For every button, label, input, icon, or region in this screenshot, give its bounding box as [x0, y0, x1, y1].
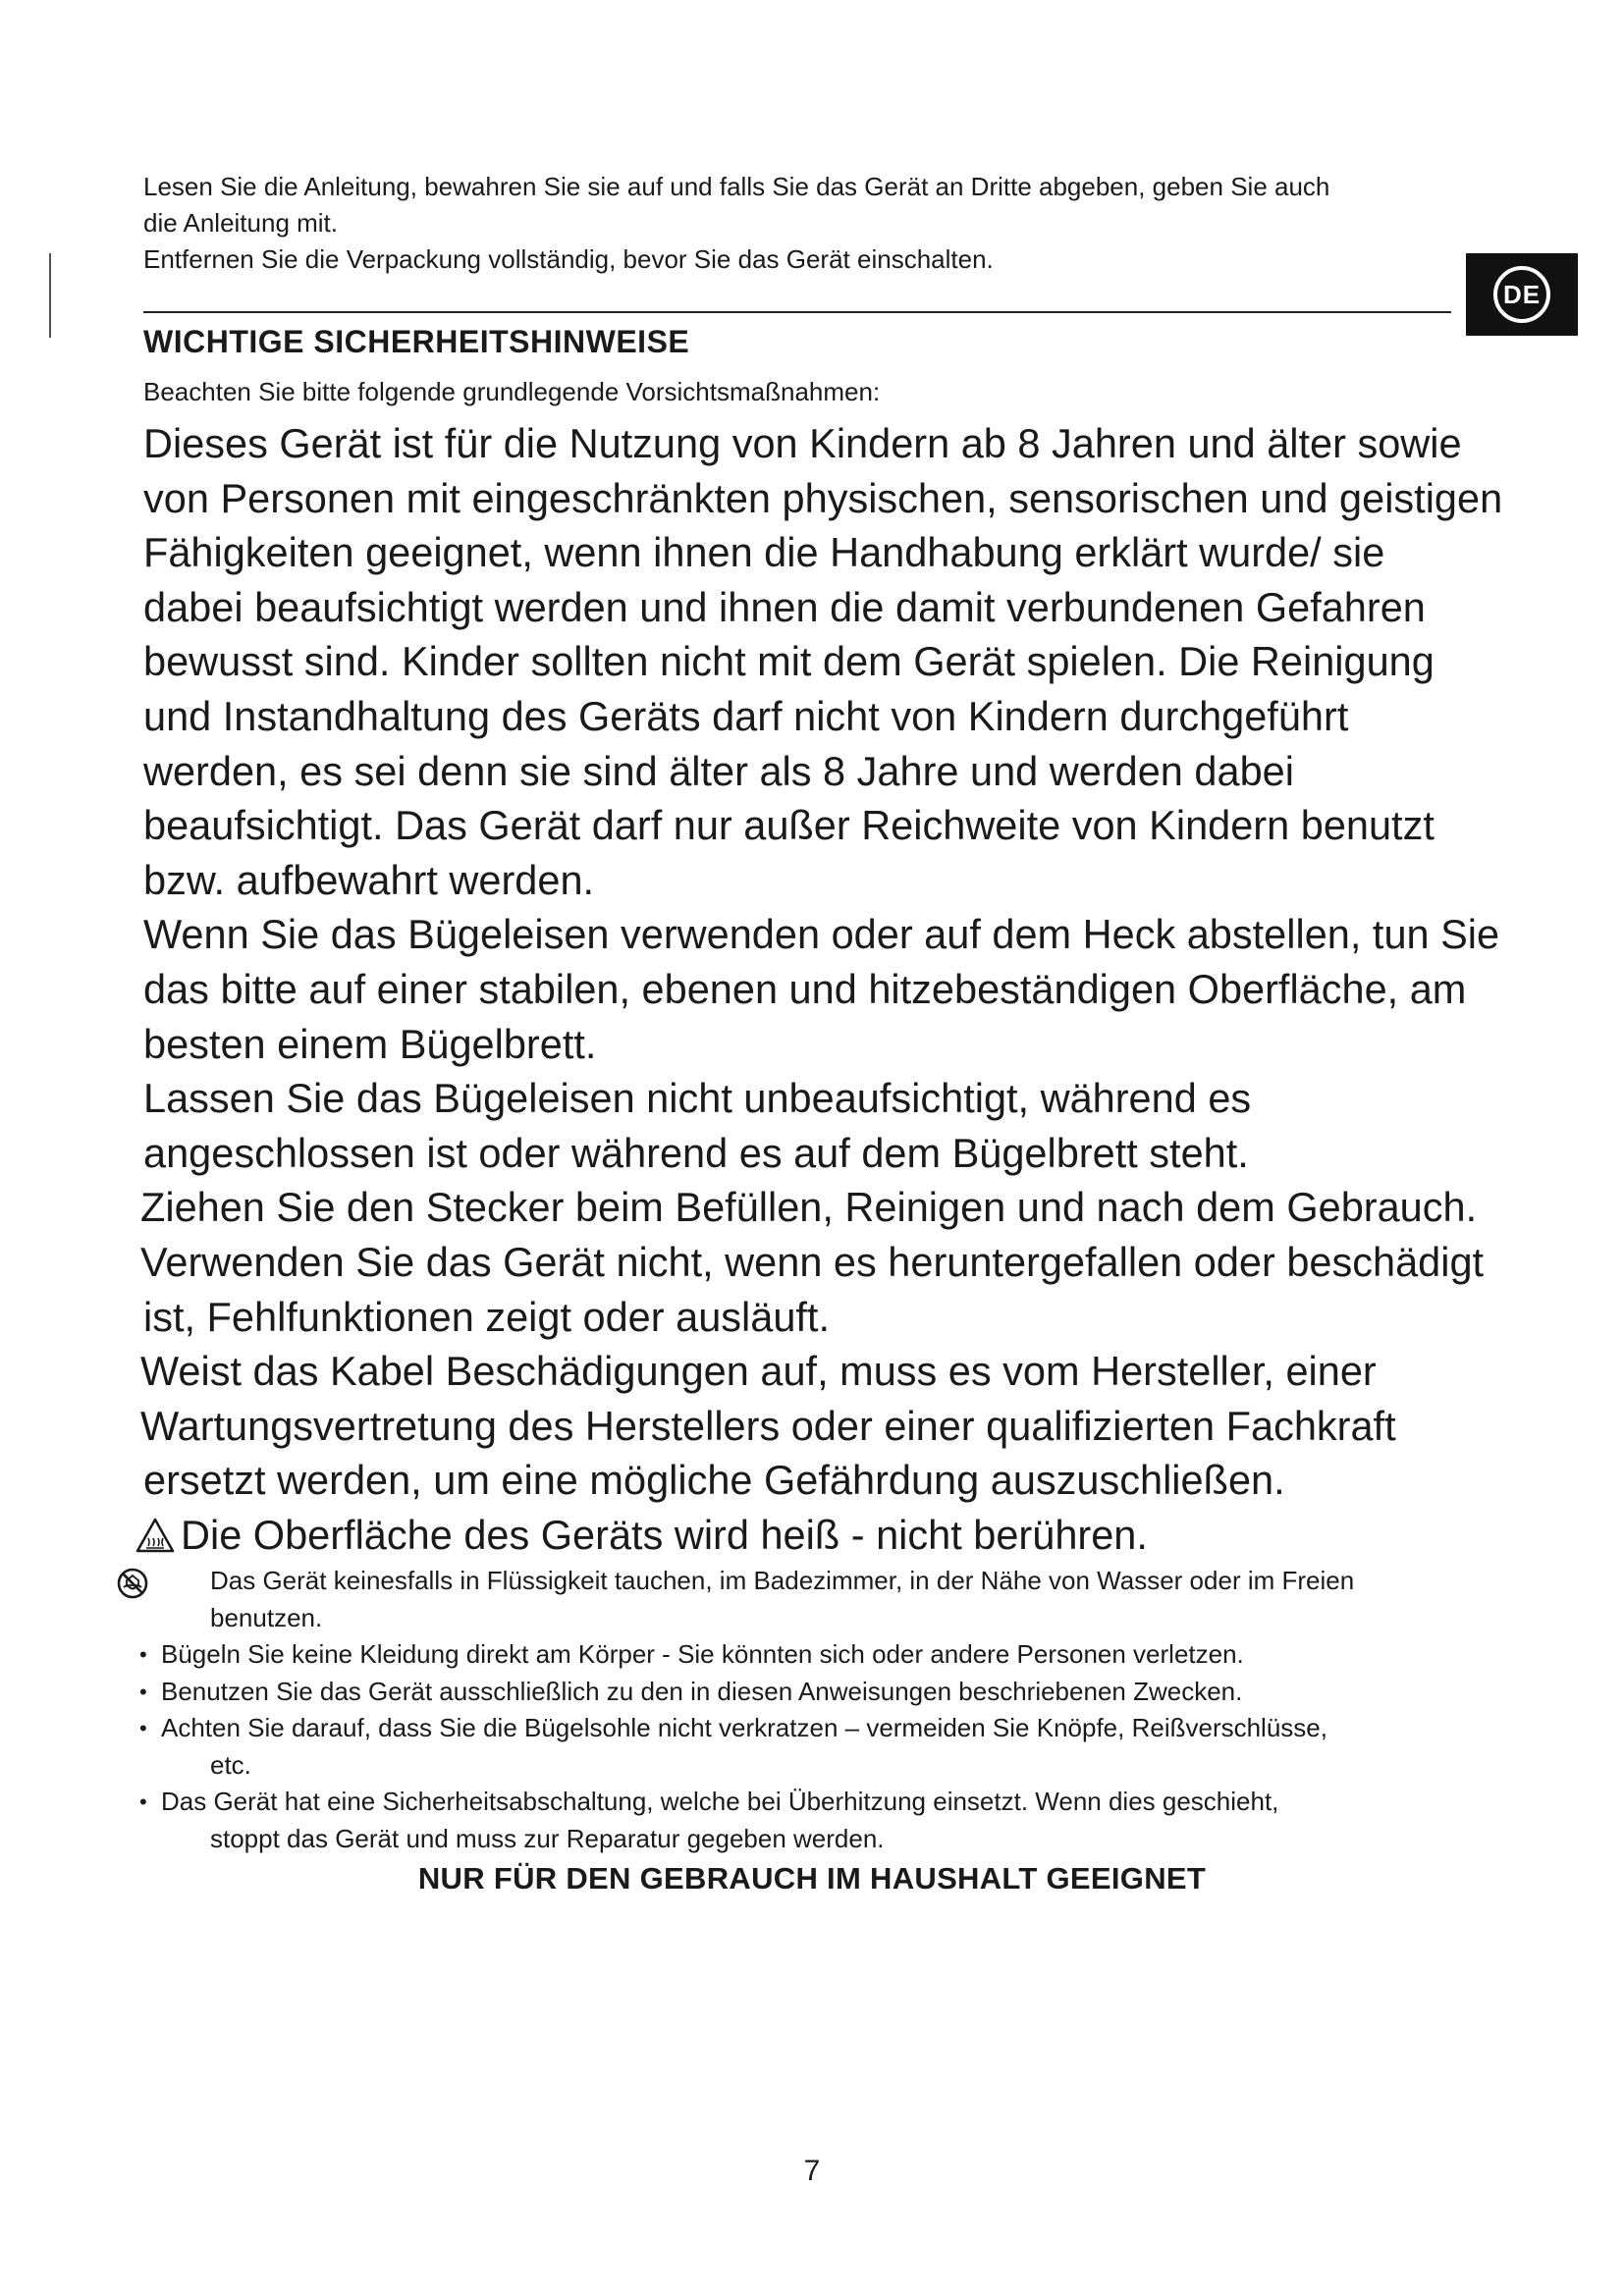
intro-line: die Anleitung mit. — [143, 208, 339, 238]
safety-line: dabei beaufsichtigt werden und ihnen die damit verbundenen Gefahren — [143, 583, 1426, 630]
list-item-continuation: stoppt das Gerät und muss zur Reparatur gegeben werden. — [210, 1823, 885, 1853]
section-divider — [143, 311, 1451, 313]
additional-warnings — [116, 1563, 1451, 1857]
main-safety-text — [140, 416, 1508, 1562]
list-item — [116, 1674, 1451, 1711]
bullet: • — [139, 1679, 147, 1704]
safety-line: das bitte auf einer stabilen, ebenen und hitzebeständigen Oberfläche, am — [143, 965, 1467, 1012]
safety-line: bewusst sind. Kinder sollten nicht mit dem Gerät spielen. Die Reinigung — [143, 638, 1435, 685]
bullet: • — [139, 1642, 147, 1667]
safety-line: beaufsichtigt. Das Gerät darf nur außer Reichweite von Kindern benutzt — [143, 802, 1435, 849]
water-warning — [116, 1563, 1451, 1636]
list-item-text: Achten Sie darauf, dass Sie die Bügelsohle nicht verkratzen – vermeiden Sie Knöpfe, Reißverschlüsse, — [161, 1713, 1327, 1742]
safety-line: ist, Fehlfunktionen zeigt oder ausläuft. — [143, 1293, 830, 1340]
safety-line: ersetzt werden, um eine mögliche Gefährdung auszuschließen. — [143, 1457, 1285, 1504]
language-badge-label: DE — [1502, 279, 1542, 309]
list-item — [116, 1710, 1451, 1784]
bullet: • — [139, 1716, 147, 1740]
safety-line: Weist das Kabel Beschädigungen auf, muss es vom Hersteller, einer — [140, 1348, 1377, 1395]
no-water-immersion-icon — [116, 1567, 149, 1611]
safety-line: und Instandhaltung des Geräts darf nicht von Kindern durchgeführt — [143, 692, 1349, 739]
list-item-text: Das Gerät hat eine Sicherheitsabschaltung, welche bei Überhitzung einsetzt. Wenn dies geschieht, — [161, 1787, 1279, 1816]
language-badge — [1466, 253, 1578, 336]
list-item — [116, 1636, 1451, 1674]
water-warning-line: Das Gerät keinesfalls in Flüssigkeit tauchen, im Badezimmer, in der Nähe von Wasser oder im Freien — [210, 1566, 1355, 1595]
safety-line: Wenn Sie das Bügeleisen verwenden oder auf dem Heck abstellen, tun Sie — [143, 911, 1500, 958]
safety-line: angeschlossen ist oder während es auf dem Bügelbrett steht. — [143, 1129, 1249, 1176]
safety-line: besten einem Bügelbrett. — [143, 1020, 597, 1067]
section-heading: WICHTIGE SICHERHEITSHINWEISE — [143, 324, 690, 359]
safety-line: Ziehen Sie den Stecker beim Befüllen, Reinigen und nach dem Gebrauch. — [140, 1184, 1478, 1231]
safety-line: Verwenden Sie das Gerät nicht, wenn es heruntergefallen oder beschädigt — [140, 1238, 1485, 1285]
bullet: • — [139, 1789, 147, 1814]
safety-line: Lassen Sie das Bügeleisen nicht unbeaufsichtigt, während es — [143, 1075, 1252, 1122]
margin-bar — [49, 253, 51, 338]
hot-surface-warning-text: Die Oberfläche des Geräts wird heiß - nicht berühren. — [181, 1511, 1148, 1558]
section-subheading: Beachten Sie bitte folgende grundlegende Vorsichtsmaßnahmen: — [143, 377, 881, 406]
safety-line: Dieses Gerät ist für die Nutzung von Kindern ab 8 Jahren und älter sowie — [143, 420, 1462, 466]
hot-surface-warning-icon — [135, 1518, 175, 1553]
language-badge-ring — [1493, 266, 1550, 323]
list-item-continuation: etc. — [210, 1749, 251, 1780]
page-number: 7 — [803, 2155, 821, 2187]
safety-line: Wartungsvertretung des Herstellers oder einer qualifizierten Fachkraft — [140, 1402, 1396, 1449]
list-item-text: Benutzen Sie das Gerät ausschließlich zu den in diesen Anweisungen beschriebenen Zwecken. — [161, 1676, 1243, 1706]
safety-line: bzw. aufbewahrt werden. — [143, 856, 595, 903]
hot-surface-warning — [135, 1508, 1508, 1563]
safety-line: Fähigkeiten geeignet, wenn ihnen die Handhabung erklärt wurde/ sie — [143, 529, 1385, 576]
safety-line: von Personen mit eingeschränkten physischen, sensorischen und geistigen — [143, 474, 1503, 521]
household-use-note: NUR FÜR DEN GEBRAUCH IM HAUSHALT GEEIGNET — [417, 1861, 1207, 1896]
intro-text — [143, 169, 1439, 278]
intro-line: Lesen Sie die Anleitung, bewahren Sie sie auf und falls Sie das Gerät an Dritte abgeben, geben Sie auch — [143, 172, 1330, 201]
intro-line: Entfernen Sie die Verpackung vollständig, bevor Sie das Gerät einschalten. — [143, 244, 994, 274]
list-item-text: Bügeln Sie keine Kleidung direkt am Körper - Sie könnten sich oder andere Personen verletzen. — [161, 1639, 1244, 1669]
list-item — [116, 1784, 1451, 1857]
safety-line: werden, es sei denn sie sind älter als 8 Jahre und werden dabei — [143, 747, 1294, 794]
water-warning-line: benutzen. — [210, 1602, 323, 1632]
